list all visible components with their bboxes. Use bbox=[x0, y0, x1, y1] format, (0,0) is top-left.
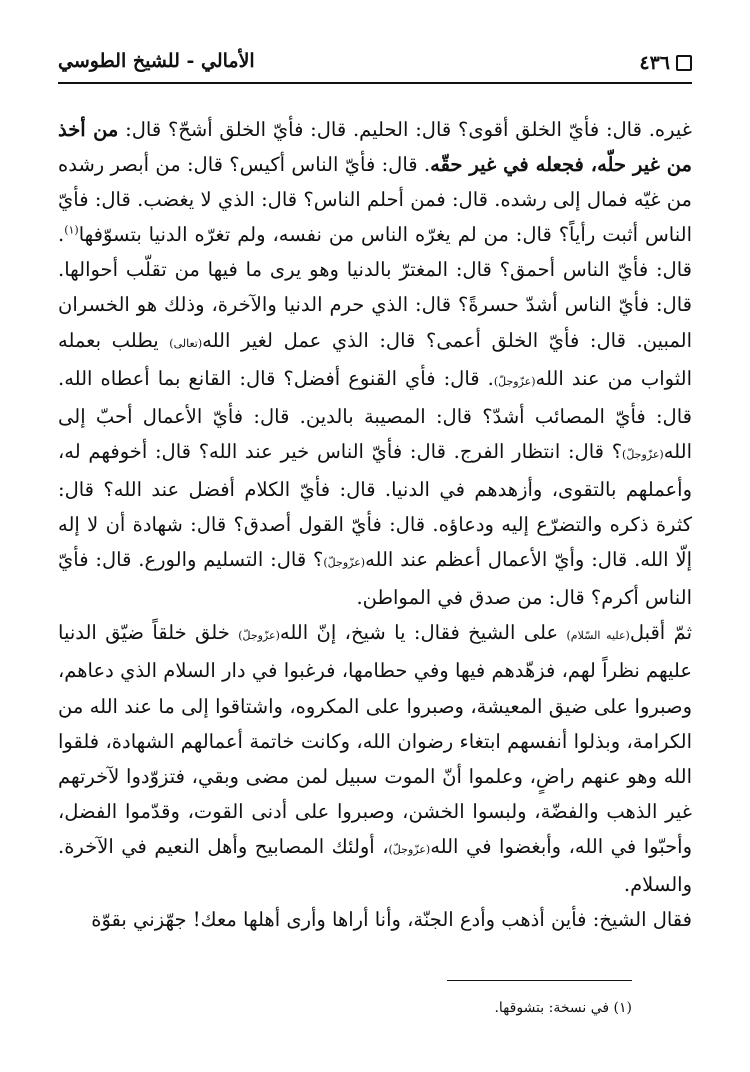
text-run: . قال: فأيّ الناس أحمق؟ قال: المغترّ بالدنيا وهو يرى ما فيها من تقلّب أحوالها. قال: فأيّ الناس أشدّ حسرةً؟ قال: الذي حرم الدنيا والآخرة، وذلك هو الخسران المبين. قال: فأيّ الخلق أعمى؟ قال: الذي عمل لغير الله bbox=[58, 223, 692, 352]
honorific: (تعالى) bbox=[169, 336, 203, 350]
text-run: خلق خلقاً ضيّق الدنيا عليهم نظراً لهم، فزهّدهم فيها وفي حطامها، فرغبوا في دار السلام الذي دعاهم، وصبروا على ضيق المعيشة، وصبروا على المكروه، واشتاقوا إلى ما عند الله من الكرامة، وبذلوا أنفسهم ابتغاء رضوان الله، وكانت خاتمة أعمالهم الشهادة، فلقوا الله وهو عنهم راضٍ، وعلموا أنّ الموت سبيل لمن مضى وبقي، فتزوّدوا لآخرتهم غير الذهب والفضّة، ولبسوا الخشن، وصبروا على أدنى القوت، وقدّموا الفضل، وأحبّوا في الله، وأبغضوا في الله bbox=[58, 621, 693, 858]
text-run: ؟ قال: التسليم والورع. قال: فأيّ الناس أكرم؟ قال: من صدق في المواطن. bbox=[58, 548, 692, 610]
footnote-separator bbox=[447, 980, 632, 981]
text-run: . قال: فأي القنوع أفضل؟ قال: القانع بما أعطاه الله. قال: فأيّ المصائب أشدّ؟ قال: المصيبة بالدين. قال: فأيّ الأعمال أحبّ إلى الله bbox=[58, 366, 692, 463]
running-title: الأمالي - للشيخ الطوسي bbox=[58, 50, 255, 72]
paragraph-1 bbox=[58, 112, 692, 615]
page-header bbox=[58, 42, 692, 84]
paragraph-3: فقال الشيخ: فأين أذهب وأدع الجنّة، وأنا أراها وأرى أهلها معك! جهّزني بقوّة bbox=[91, 908, 692, 932]
honorific: (عزّوجلّ) bbox=[323, 556, 366, 570]
honorific: (عزّوجلّ) bbox=[622, 447, 664, 461]
honorific: (عليه السّلام) bbox=[566, 629, 630, 643]
honorific: (عزّوجلّ) bbox=[388, 842, 431, 856]
text-run: ، أولئك المصابيح وأهل النعيم في الآخرة. والسلام. bbox=[58, 834, 692, 896]
text-run: ؟ قال: انتظار الفرج. قال: فأيّ الناس خير عند الله؟ قال: أخوفهم له، وأعملهم بالتقوى، وأزهدهم في الدنيا. قال: فأيّ الكلام أفضل عند الله؟ قال: كثرة ذكره والتضرّع إليه ودعاؤه. قال: فأيّ القول أصدق؟ قال: شهادة أن لا إله إلّا الله. قال: وأيّ الأعمال أعظم عند الله bbox=[58, 439, 692, 572]
text-run: على الشيخ فقال: يا شيخ، إنّ الله bbox=[279, 621, 567, 645]
page-number-text: ٤٣٦ bbox=[639, 52, 670, 74]
text-run: . قال: فأيّ الناس أكيس؟ قال: من أبصر رشده من غيّه فمال إلى رشده. قال: فمن أحلم الناس؟ قال: الذي لا يغضب. قال: فأيّ الناس أثبت رأياً؟ قال: من لم يغرّه الناس من نفسه، ولم تغرّه الدنيا بتسوّفها bbox=[58, 153, 692, 247]
footnote: (١) في نسخة: بتشوقها. bbox=[494, 1000, 632, 1016]
text-run: من أخذ من غير حلّه، فجعله في غير حقّه bbox=[58, 118, 692, 177]
main-text bbox=[58, 112, 692, 937]
footnote-reference[interactable]: (١) bbox=[64, 223, 79, 237]
text-run: غيره. قال: فأيّ الخلق أقوى؟ قال: الحليم. قال: فأيّ الخلق أشحّ؟ قال: bbox=[118, 118, 692, 141]
page-number bbox=[639, 52, 692, 74]
text-run: ثمّ أقبل bbox=[629, 621, 692, 645]
paragraph-2 bbox=[58, 615, 692, 902]
honorific: (عزّوجلّ) bbox=[493, 374, 536, 388]
square-ornament-icon bbox=[676, 55, 692, 71]
text-run: يطلب بعمله الثواب من عند الله bbox=[58, 328, 692, 390]
honorific: (عزّوجلّ) bbox=[238, 629, 280, 643]
